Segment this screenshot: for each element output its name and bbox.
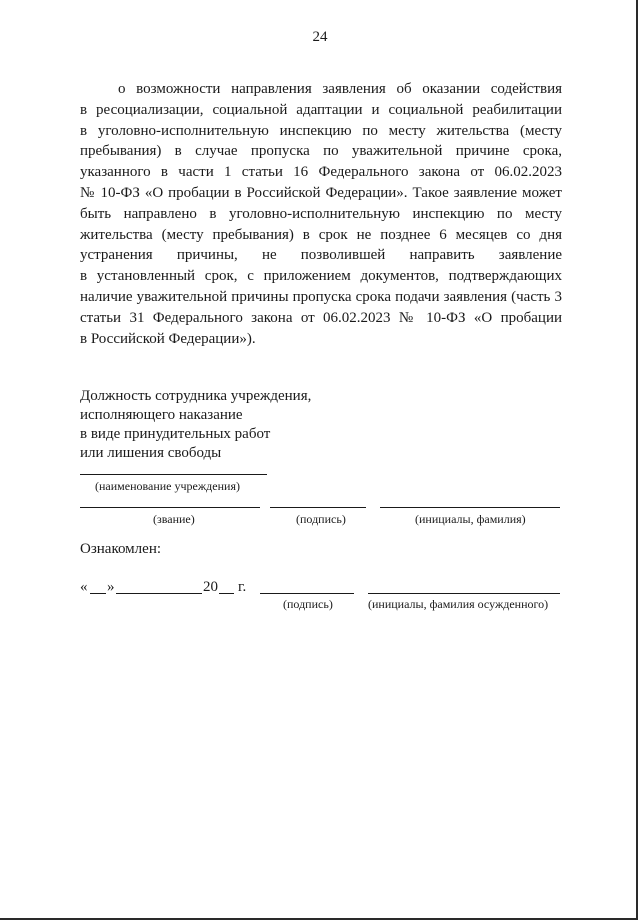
signature-block	[80, 387, 311, 463]
position-line: исполняющего наказание	[80, 407, 243, 423]
paragraph-line: указанного в части 1 статьи 16 Федерального закона от 06.02.2023	[80, 164, 562, 181]
acknowledged-label: Ознакомлен:	[80, 541, 162, 557]
rank-line	[80, 507, 260, 508]
position-line: или лишения свободы	[80, 445, 222, 461]
year-prefix: 20	[203, 579, 218, 595]
paragraph-line: устранения причины, не позволившей направить заявление	[80, 247, 562, 264]
paragraph-line: в установленный срок, с приложением документов, подтверждающих	[80, 268, 562, 285]
position-line: Должность сотрудника учреждения,	[80, 388, 312, 404]
paragraph-line: статьи 31 Федерального закона от 06.02.2023 № 10-ФЗ «О пробации	[80, 309, 562, 326]
page-number: 24	[312, 29, 328, 45]
ack-signature-line	[260, 593, 354, 594]
date-open-quote: «	[80, 579, 88, 595]
signature-line	[270, 507, 366, 508]
rank-caption: (звание)	[153, 512, 195, 526]
initials-line	[380, 507, 560, 508]
paragraph-line: быть направлено в уголовно-исполнительную инспекцию по месту	[80, 205, 562, 222]
paragraph-line: наличие уважительной причины пропуска срока подачи заявления (часть 3	[80, 288, 562, 305]
institution-line	[80, 474, 267, 475]
month-line	[116, 593, 202, 594]
paragraph-line: жительства (месту пребывания) в срок не позднее 6 месяцев со дня	[80, 226, 562, 243]
year-suffix: г.	[238, 579, 247, 595]
date-close-quote: »	[107, 579, 115, 595]
paragraph-line: пребывания) в случае пропуска по уважительной причине срока,	[80, 143, 562, 160]
paragraph-line: № 10-ФЗ «О пробации в Российской Федерации». Такое заявление может	[80, 184, 562, 201]
ack-signature-caption: (подпись)	[283, 597, 333, 611]
institution-caption: (наименование учреждения)	[95, 479, 240, 493]
ack-initials-line	[368, 593, 560, 594]
initials-caption: (инициалы, фамилия)	[415, 512, 526, 526]
paragraph-line: в уголовно-исполнительную инспекцию по месту жительства (месту	[80, 122, 562, 139]
signature-caption: (подпись)	[296, 512, 346, 526]
paragraph-line: о возможности направления заявления об оказании содействия	[118, 81, 562, 97]
body-paragraph	[80, 79, 562, 349]
day-line	[90, 593, 106, 594]
year-line	[219, 593, 234, 594]
paragraph-line: в ресоциализации, социальной адаптации и социальной реабилитации	[80, 101, 562, 118]
position-line: в виде принудительных работ	[80, 426, 271, 442]
ack-initials-caption: (инициалы, фамилия осужденного)	[368, 597, 549, 611]
paragraph-line: в Российской Федерации»).	[80, 330, 256, 347]
